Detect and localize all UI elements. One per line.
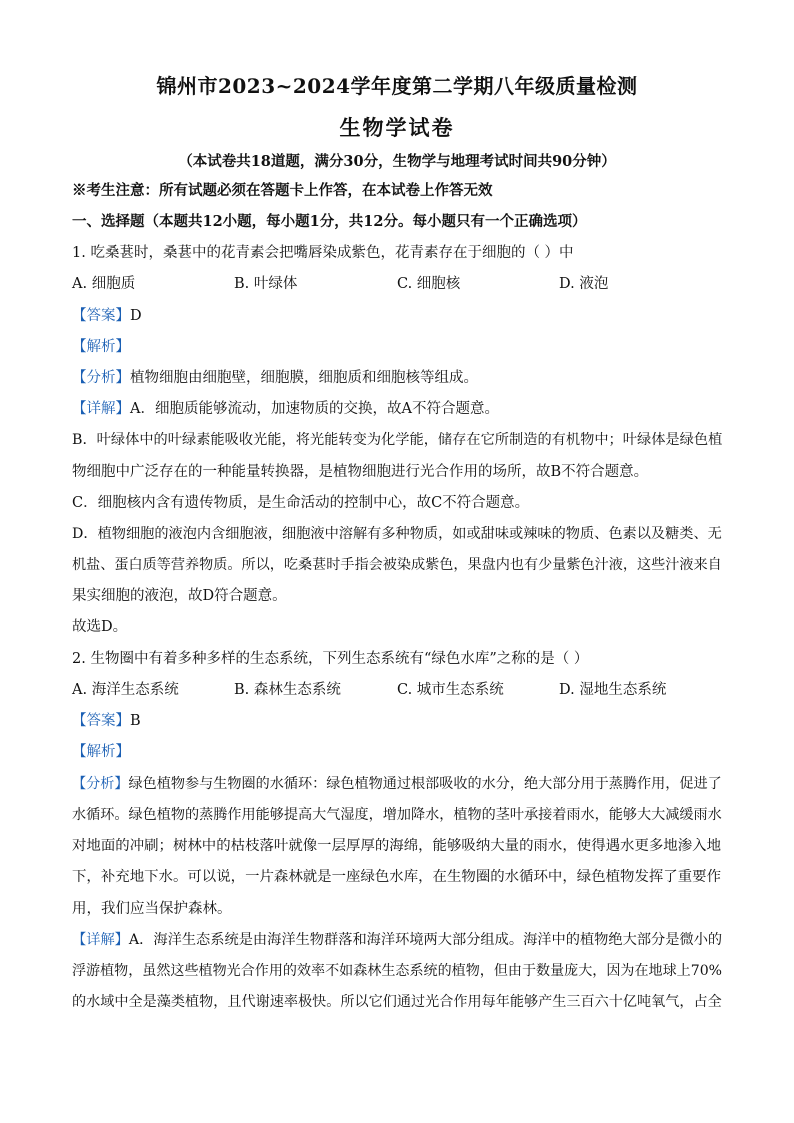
xiangjie-tag: 【详解】 xyxy=(72,401,130,417)
xiangjie-text: A．海洋生态系统是由海洋生物群落和海洋环境两大部分组成。海洋中的植物绝大部分是微小的 xyxy=(128,932,723,948)
option-b: B. 森林生态系统 xyxy=(234,682,341,698)
explanation-line: 的水域中全是藻类植物，且代谢速率极快。所以它们通过光合作用每年能够产生三百六十亿吨氧气，占全 xyxy=(72,994,722,1010)
option-d: D. 液泡 xyxy=(559,276,609,292)
explanation-line: 机盐、蛋白质等营养物质。所以，吃桑葚时手指会被染成紫色，果盘内也有少量紫色汁液，这些汁液来自 xyxy=(72,557,722,573)
conclusion-line: 故选D。 xyxy=(72,619,128,635)
analysis-tag: 【解析】 xyxy=(72,744,130,760)
explanation-line: 对地面的冲刷；树林中的枯枝落叶就像一层厚厚的海绵，能够吸纳大量的雨水，使得遇水更多地渗入地 xyxy=(72,838,721,854)
xiangjie-tag: 【详解】 xyxy=(72,932,129,948)
option-d: D. 湿地生态系统 xyxy=(559,682,667,698)
option-c: C. 细胞核 xyxy=(397,276,461,292)
answer-value: D xyxy=(130,308,142,324)
fenxi-tag: 【分析】 xyxy=(72,370,130,386)
xiangjie-line xyxy=(72,930,722,950)
attention-note: ※考生注意：所有试题必须在答题卡上作答，在本试卷上作答无效 xyxy=(72,182,493,199)
fenxi-line xyxy=(72,774,722,794)
exam-subtitle: 生物学试卷 xyxy=(339,115,455,140)
question-1-stem: 1. 吃桑葚时，桑葚中的花青素会把嘴唇染成紫色，花青素存在于细胞的（ ）中 xyxy=(72,245,574,261)
exam-note: （本试卷共18道题，满分30分，生物学与地理考试时间共90分钟） xyxy=(178,153,616,170)
answer-line xyxy=(72,306,722,326)
explanation-line: D．植物细胞的液泡内含细胞液，细胞液中溶解有多种物质，如或甜味或辣味的物质、色素以及糖类、无 xyxy=(72,526,722,542)
answer-line xyxy=(72,711,722,731)
option-a: A. 细胞质 xyxy=(72,276,136,292)
xiangjie-text: A．细胞质能够流动，加速物质的交换，故A不符合题意。 xyxy=(130,401,499,417)
question-2-stem: 2. 生物圈中有着多种多样的生态系统，下列生态系统有“绿色水库”之称的是（ ） xyxy=(72,651,589,667)
explanation-line: 水循环。绿色植物的蒸腾作用能够提高大气湿度，增加降水，植物的茎叶承接着雨水，能够大大减缓雨水 xyxy=(72,807,722,823)
explanation-line: C．细胞核内含有遗传物质，是生命活动的控制中心，故C不符合题意。 xyxy=(72,495,530,511)
explanation-line: 下，补充地下水。可以说，一片森林就是一座绿色水库，在生物圈的水循环中，绿色植物发挥了重要作 xyxy=(72,869,721,885)
explanation-line: 物细胞中广泛存在的一种能量转换器，是植物细胞进行光合作用的场所，故B不符合题意。 xyxy=(72,464,649,480)
explanation-line: 果实细胞的液泡，故D符合题意。 xyxy=(72,588,287,604)
fenxi-tag: 【分析】 xyxy=(72,776,129,792)
xiangjie-line xyxy=(72,399,722,419)
section-heading: 一、选择题（本题共12小题，每小题1分，共12分。每小题只有一个正确选项） xyxy=(72,213,587,230)
exam-title: 锦州市2023~2024学年度第二学期八年级质量检测 xyxy=(156,74,638,98)
analysis-tag: 【解析】 xyxy=(72,339,130,355)
fenxi-text: 植物细胞由细胞壁，细胞膜，细胞质和细胞核等组成。 xyxy=(130,370,478,386)
answer-tag: 【答案】 xyxy=(72,713,130,729)
explanation-line: B．叶绿体中的叶绿素能吸收光能，将光能转变为化学能，储存在它所制造的有机物中；叶绿体是绿色植 xyxy=(72,432,723,448)
answer-tag: 【答案】 xyxy=(72,308,130,324)
answer-value: B xyxy=(130,713,141,729)
explanation-line: 浮游植物，虽然这些植物光合作用的效率不如森林生态系统的植物，但由于数量庞大，因为在地球上70% xyxy=(72,963,723,979)
option-b: B. 叶绿体 xyxy=(234,276,298,292)
fenxi-text: 绿色植物参与生物圈的水循环：绿色植物通过根部吸收的水分，绝大部分用于蒸腾作用，促进了 xyxy=(128,776,722,792)
fenxi-line xyxy=(72,368,722,388)
option-a: A. 海洋生态系统 xyxy=(72,682,179,698)
option-c: C. 城市生态系统 xyxy=(397,682,504,698)
explanation-line: 用，我们应当保护森林。 xyxy=(72,901,232,917)
